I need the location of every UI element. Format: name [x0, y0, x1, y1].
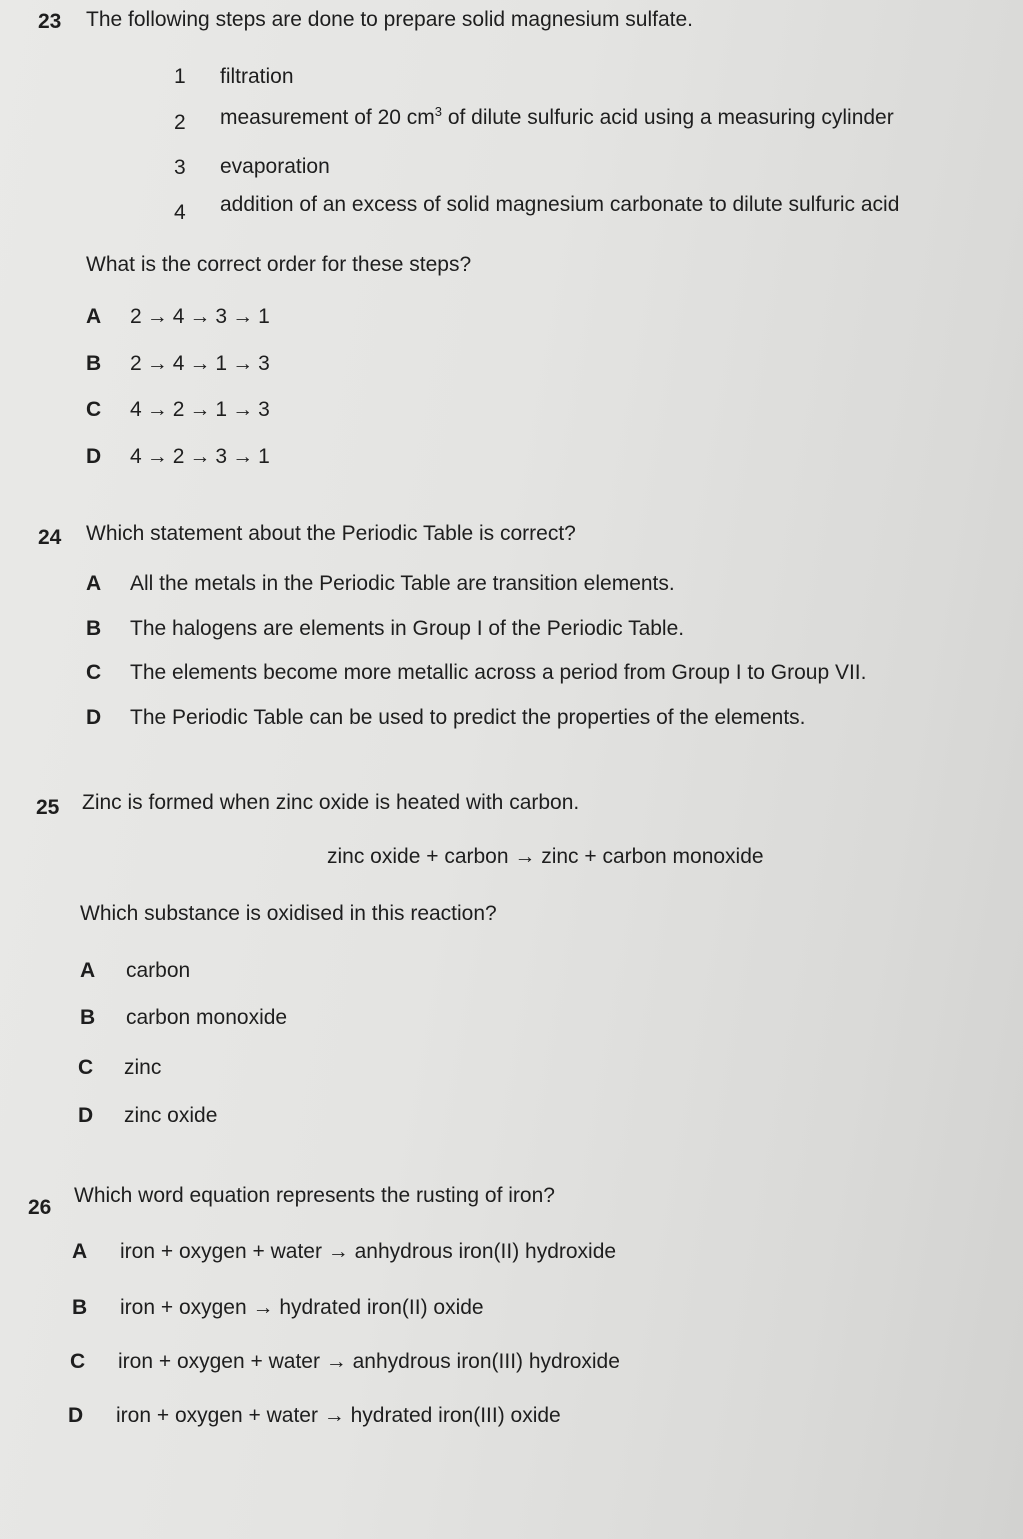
option-text: zinc oxide: [124, 1104, 218, 1127]
option-text: carbon: [126, 959, 191, 982]
option-letter: B: [86, 352, 102, 375]
step-text-before: measurement of 20 cm: [220, 106, 435, 129]
option-text: iron + oxygen → hydrated iron(II) oxide: [120, 1296, 484, 1319]
option-letter: D: [68, 1404, 84, 1427]
option-sequence: 4 → 2 → 3 → 1: [130, 445, 270, 468]
question-stem: Which statement about the Periodic Table is correct?: [86, 522, 576, 545]
option-text: iron + oxygen + water → anhydrous iron(II) hydroxide: [120, 1240, 617, 1263]
option-letter: A: [72, 1240, 88, 1263]
superscript: 3: [434, 104, 442, 119]
option-letter: C: [86, 398, 102, 421]
option-letter: C: [78, 1056, 94, 1079]
option-letter: A: [86, 572, 102, 595]
option-text: The Periodic Table can be used to predict the properties of the elements.: [130, 706, 806, 729]
question-stem: Which word equation represents the rusting of iron?: [74, 1184, 555, 1207]
question-prompt: Which substance is oxidised in this reaction?: [80, 902, 497, 925]
option-letter: C: [86, 661, 102, 684]
step-number: 3: [174, 156, 186, 179]
question-prompt: What is the correct order for these steps?: [86, 253, 472, 276]
option-letter: A: [86, 305, 102, 328]
question-number: 25: [36, 796, 60, 819]
step-number: 2: [174, 111, 186, 134]
option-sequence: 2 → 4 → 3 → 1: [130, 305, 270, 328]
word-equation: zinc oxide + carbon → zinc + carbon monoxide: [327, 845, 764, 868]
option-sequence: 4 → 2 → 1 → 3: [130, 398, 270, 421]
step-text: [220, 104, 894, 130]
option-letter: C: [70, 1350, 86, 1373]
step-text: filtration: [220, 65, 294, 88]
step-number: 1: [174, 65, 186, 88]
option-text: carbon monoxide: [126, 1006, 288, 1029]
option-letter: D: [86, 445, 102, 468]
question-number: 23: [38, 10, 62, 33]
step-number: 4: [174, 201, 186, 224]
option-letter: D: [86, 706, 102, 729]
option-letter: B: [86, 617, 102, 640]
option-text: All the metals in the Periodic Table are transition elements.: [130, 572, 675, 595]
question-stem: Zinc is formed when zinc oxide is heated with carbon.: [82, 791, 580, 814]
question-number: 24: [38, 526, 62, 549]
option-text: The elements become more metallic across a period from Group I to Group VII.: [130, 661, 867, 684]
option-letter: B: [72, 1296, 88, 1319]
option-letter: A: [80, 959, 96, 982]
option-letter: B: [80, 1006, 96, 1029]
step-text-after: of dilute sulfuric acid using a measuring cylinder: [442, 106, 894, 129]
option-text: iron + oxygen + water → hydrated iron(III) oxide: [116, 1404, 561, 1427]
option-sequence: 2 → 4 → 1 → 3: [130, 352, 270, 375]
option-letter: D: [78, 1104, 94, 1127]
step-text: evaporation: [220, 155, 330, 178]
option-text: The halogens are elements in Group I of the Periodic Table.: [130, 617, 685, 640]
step-text: addition of an excess of solid magnesium carbonate to dilute sulfuric acid: [220, 193, 900, 216]
question-number: 26: [28, 1196, 52, 1219]
option-text: zinc: [124, 1056, 162, 1079]
question-stem: The following steps are done to prepare solid magnesium sulfate.: [86, 8, 694, 31]
option-text: iron + oxygen + water → anhydrous iron(III) hydroxide: [118, 1350, 620, 1373]
